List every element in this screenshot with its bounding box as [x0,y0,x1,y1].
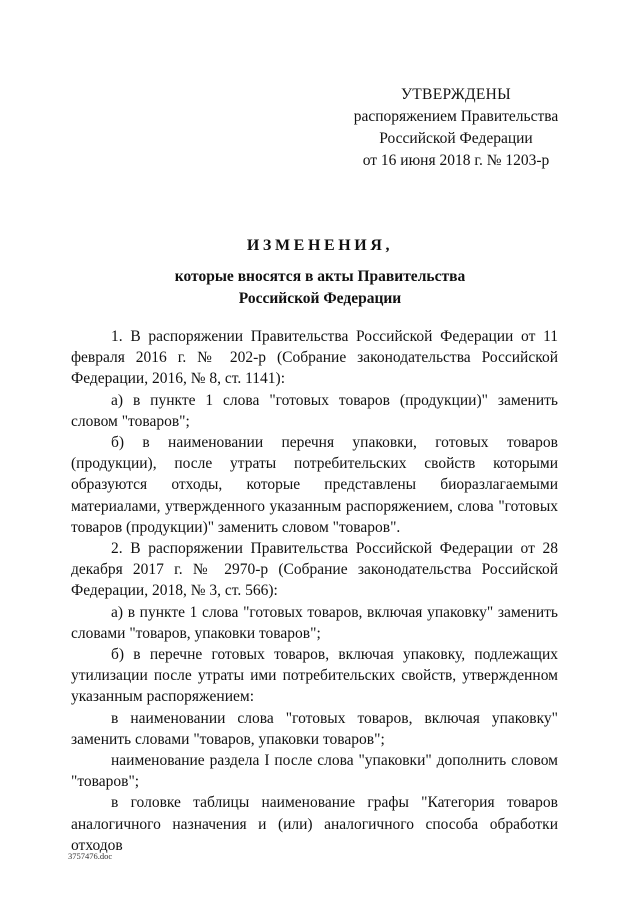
approval-line-3: от 16 июня 2018 г. № 1203-р [362,152,550,169]
paragraph: наименование раздела I после слова "упаковки" дополнить словом "товаров"; [71,752,558,791]
approval-stamp [340,84,572,172]
approval-heading: УТВЕРЖДЕНЫ [401,86,511,103]
paragraph: б) в перечне готовых товаров, включая упаковку, подлежащих утилизации после утраты ими потребительских свойств, утвержденном указанным распоряжением: [71,646,558,706]
title-subtitle-line-1: которые вносятся в акты Правительства [174,268,466,285]
paragraph: а) в пункте 1 слова "готовых товаров, включая упаковку" заменить словами "товаров, упаковки товаров"; [71,603,558,642]
paragraph: 2. В распоряжении Правительства Российской Федерации от 28 декабря 2017 г. № 2970-р (Собрание законодательства Российской Федерации, 2018, № 3, ст. 566): [71,540,558,600]
title-main: ИЗМЕНЕНИЯ, [246,237,394,254]
document-body [71,326,558,856]
paragraph: б) в наименовании перечня упаковки, готовых товаров (продукции), после утраты потребительских свойств которыми образуются отходы, которые представлены биоразлагаемыми материалами, утвержденного указанным распоряжением, слова "готовых товаров (продукции)" заменить словом "товаров". [71,434,558,536]
paragraph: в головке таблицы наименование графы "Категория товаров аналогичного назначения и (или) аналогичного способа обработки отходов [71,794,558,854]
document-file-id: 3757476.doc [68,851,113,861]
paragraph: а) в пункте 1 слова "готовых товаров (продукции)" заменить словом "товаров"; [71,391,558,430]
approval-line-2: Российской Федерации [379,130,533,147]
title-subtitle-line-2: Российской Федерации [238,290,402,307]
document-title [0,235,640,310]
paragraph: в наименовании слова "готовых товаров, включая упаковку" заменить словами "товаров, упаковки товаров"; [71,709,558,748]
paragraph: 1. В распоряжении Правительства Российской Федерации от 11 февраля 2016 г. № 202-р (Собрание законодательства Российской Федерации, 2016, № 8, ст. 1141): [71,328,558,388]
approval-line-1: распоряжением Правительства [353,108,559,125]
